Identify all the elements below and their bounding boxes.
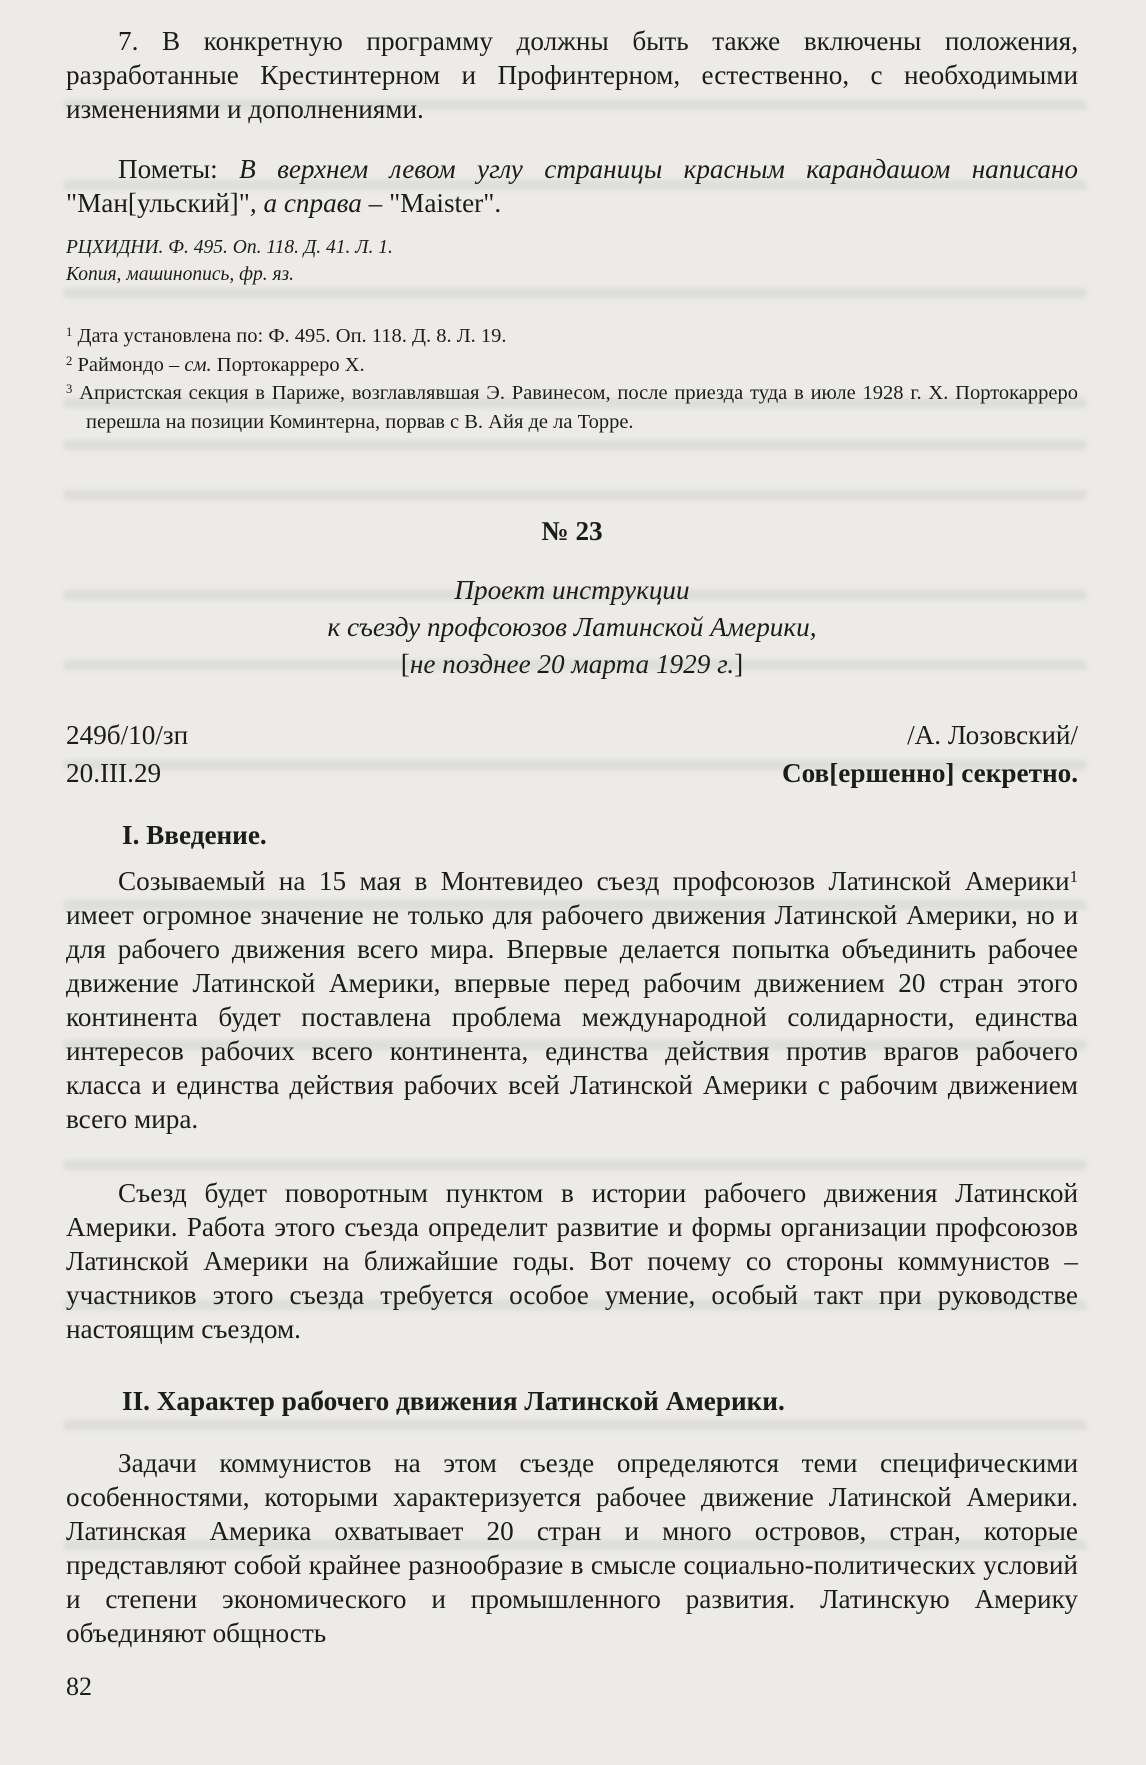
marks-quote-1: "Ман[ульский]" <box>66 188 250 218</box>
document-date-line: [не позднее 20 марта 1929 г.] <box>400 649 744 679</box>
footnote-1: $^1$ Дата установлена по: Ф. 495. Оп. 118. Д. 8. Л. 19. <box>66 325 507 347</box>
section-1-title: I. Введение. <box>122 820 267 850</box>
section-1-paragraph-2: Съезд будет поворотным пунктом в истории рабочего движения Латинской Америки. Работа этого съезда определит развитие и формы организации профсоюзов Латинской Америки на ближайшие годы. Вот почему со стороны коммунистов – участников этого съезда требуется особое умение, особый такт при руководстве настоящим съездом. <box>66 1178 1078 1344</box>
footnotes <box>66 322 1078 436</box>
marks-note <box>66 152 1078 220</box>
archive-reference <box>66 234 1078 288</box>
document-date: 20.III.29 <box>66 758 162 788</box>
document-title-line-2: к съезду профсоюзов Латинской Америки, <box>327 612 817 642</box>
section-1-paragraph-1: Созываемый на 15 мая в Монтевидео съезд профсоюзов Латинской Америки$^1$ имеет огромное значение не только для рабочего движения Латинской Америки, но и для рабочего движения всего мира. Впервые делается попытка объединить рабочее движение Латинской Америки, впервые перед рабочим движением 20 стран этого континента будет поставлена проблема международной солидарности, единства интересов рабочих всего континента, единства действия против врагов рабочего класса и единства действия рабочих всей Латинской Америки с рабочим движением всего мира. <box>66 866 1078 1134</box>
marks-italic-1: В верхнем левом углу страницы красным карандашом написано <box>239 154 1079 184</box>
marks-quote-2: "Maister". <box>389 188 502 218</box>
marks-label: Пометы: <box>118 154 240 184</box>
archive-line-2: Копия, машинопись, фр. яз. <box>66 264 295 285</box>
footnote-3: $^3$ Апристская секция в Париже, возглавлявшая Э. Равинесом, после приезда туда в июле 1928 г. Х. Портокарреро перешла на позиции Коминтерна, порвав с В. Айя де ла Торре. <box>66 382 1078 433</box>
section-2-title: II. Характер рабочего движения Латинской Америки. <box>122 1386 785 1416</box>
marks-italic-2: , а справа – <box>249 188 390 218</box>
document-title-line-1: Проект инструкции <box>454 575 690 605</box>
document-author: /А. Лозовский/ <box>907 720 1078 750</box>
archive-line-1: РЦХИДНИ. Ф. 495. Оп. 118. Д. 41. Л. 1. <box>66 237 393 258</box>
document-number: № 23 <box>541 516 603 546</box>
page-number: 82 <box>66 1672 92 1701</box>
document-ref: 249б/10/зп <box>66 720 189 750</box>
top-paragraph: 7. В конкретную программу должны быть также включены положения, разработанные Крестинтерном и Профинтерном, естественно, с необходимыми изменениями и дополнениями. <box>66 26 1078 124</box>
classification-stamp: Сов[ершенно] секретно. <box>782 758 1078 788</box>
section-2-paragraph-1: Задачи коммунистов на этом съезде определяются теми специфическими особенностями, которыми характеризуется рабочее движение Латинской Америки. Латинская Америка охватывает 20 стран и много островов, стран, которые представляют собой крайнее разнообразие в смысле социально-политических условий и степени экономического и промышленного развития. Латинскую Америку объединяют общность <box>66 1448 1078 1648</box>
footnote-2: $^2$ Раймондо – см. Портокарреро Х. <box>66 353 365 376</box>
document-title <box>66 572 1078 683</box>
